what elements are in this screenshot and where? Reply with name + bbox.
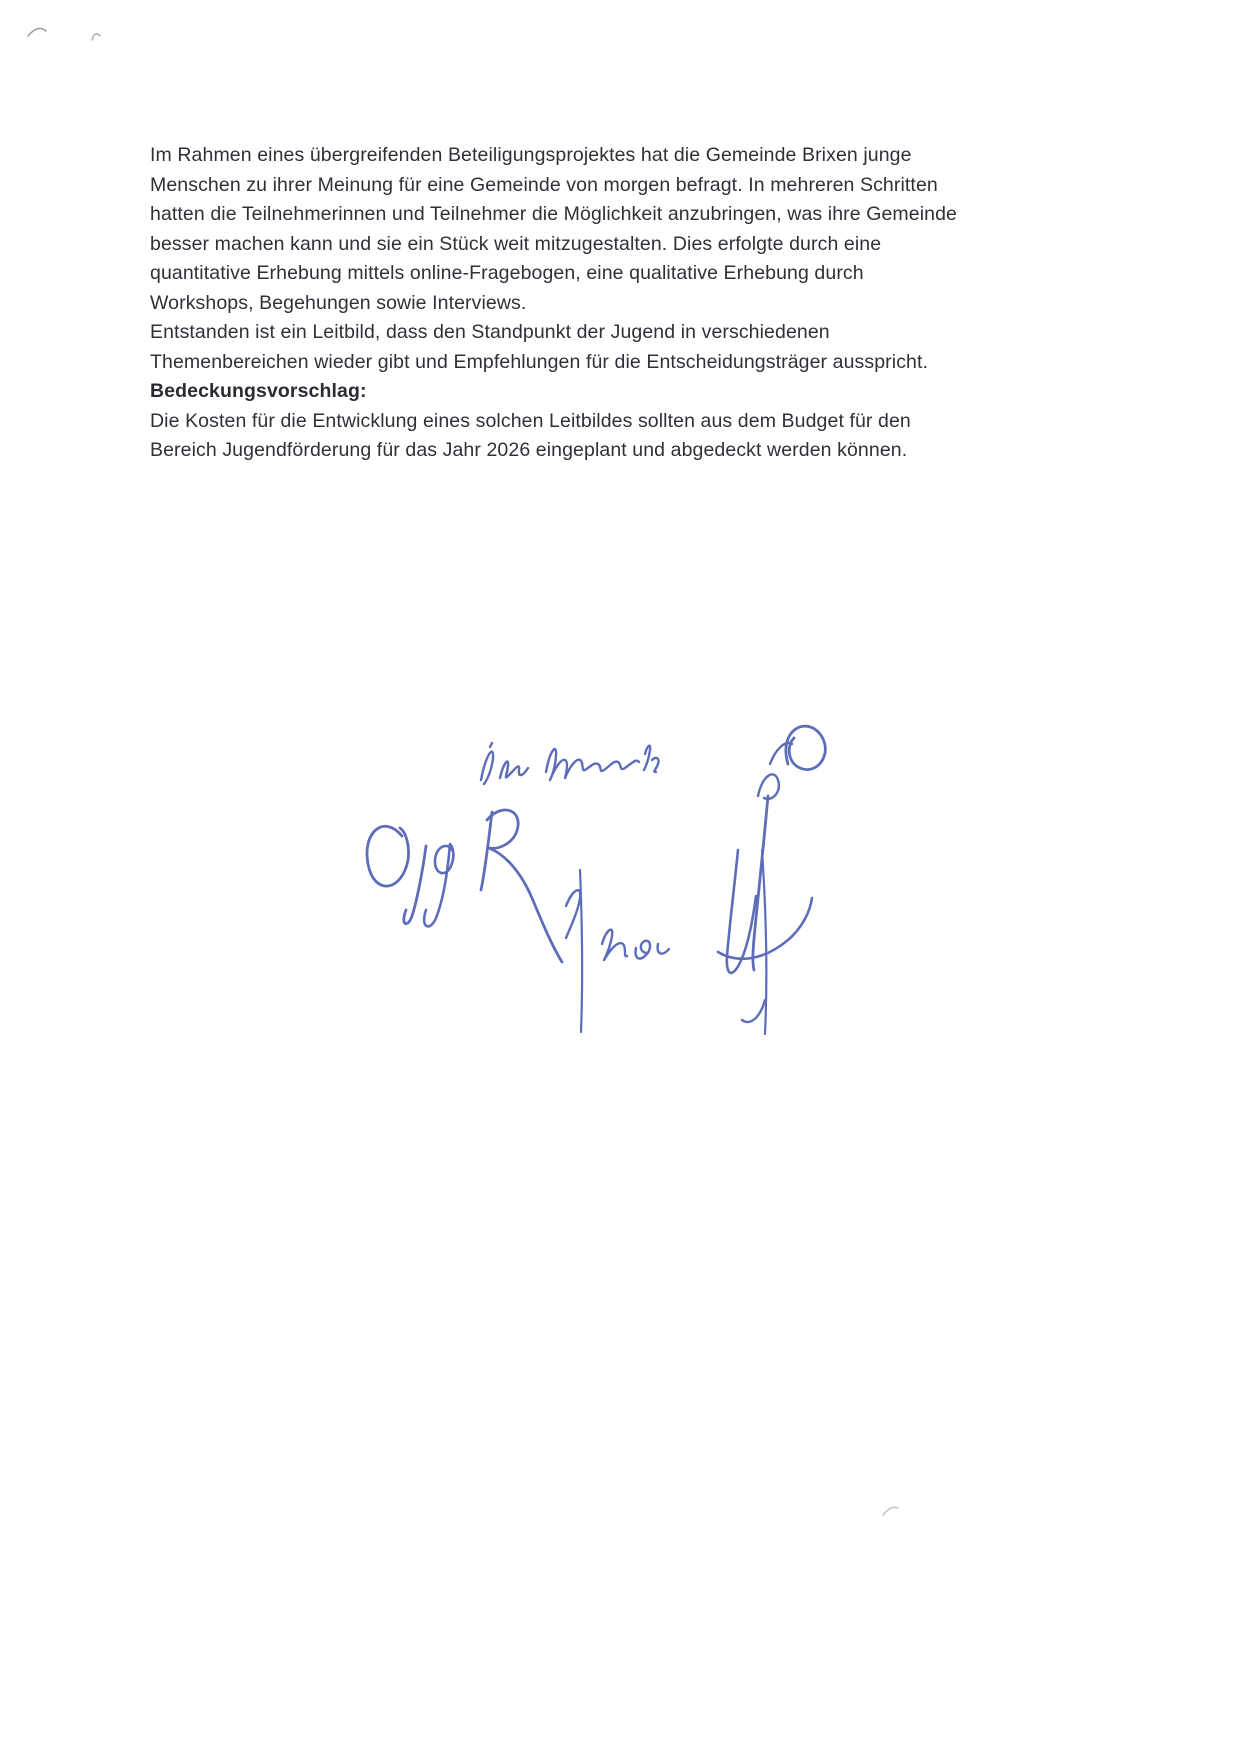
handwritten-signature (340, 700, 860, 1050)
scan-artifact-bottom-right (878, 1500, 904, 1522)
signature-ink-icon (340, 700, 860, 1050)
paragraph-intro: Im Rahmen eines übergreifenden Beteiligungsprojektes hat die Gemeinde Brixen junge Menschen zu ihrer Meinung für eine Gemeinde von morgen befragt. In mehreren Schritten hatten die Teilnehmerinnen und Teilnehmer die Möglichkeit anzubringen, was ihre Gemeinde besser machen kann und sie ein Stück weit mitzugestalten. Dies erfolgte durch eine quantitative Erhebung mittels online-Fragebogen, eine qualitative Erhebung durch Workshops, Begehungen sowie Interviews. (150, 144, 957, 314)
section-heading: Bedeckungsvorschlag: (150, 380, 367, 402)
paragraph-leitbild: Entstanden ist ein Leitbild, dass den Standpunkt der Jugend in verschiedenen Themenbereichen wieder gibt und Empfehlungen für die Entscheidungsträger ausspricht. (150, 321, 929, 373)
scan-artifact-top-left (20, 18, 112, 50)
document-body (150, 141, 968, 466)
paragraph-kosten: Die Kosten für die Entwicklung eines solchen Leitbildes sollten aus dem Budget für den Bereich Jugendförderung für das Jahr 2026 eingeplant und abgedeckt werden können. (150, 409, 911, 461)
